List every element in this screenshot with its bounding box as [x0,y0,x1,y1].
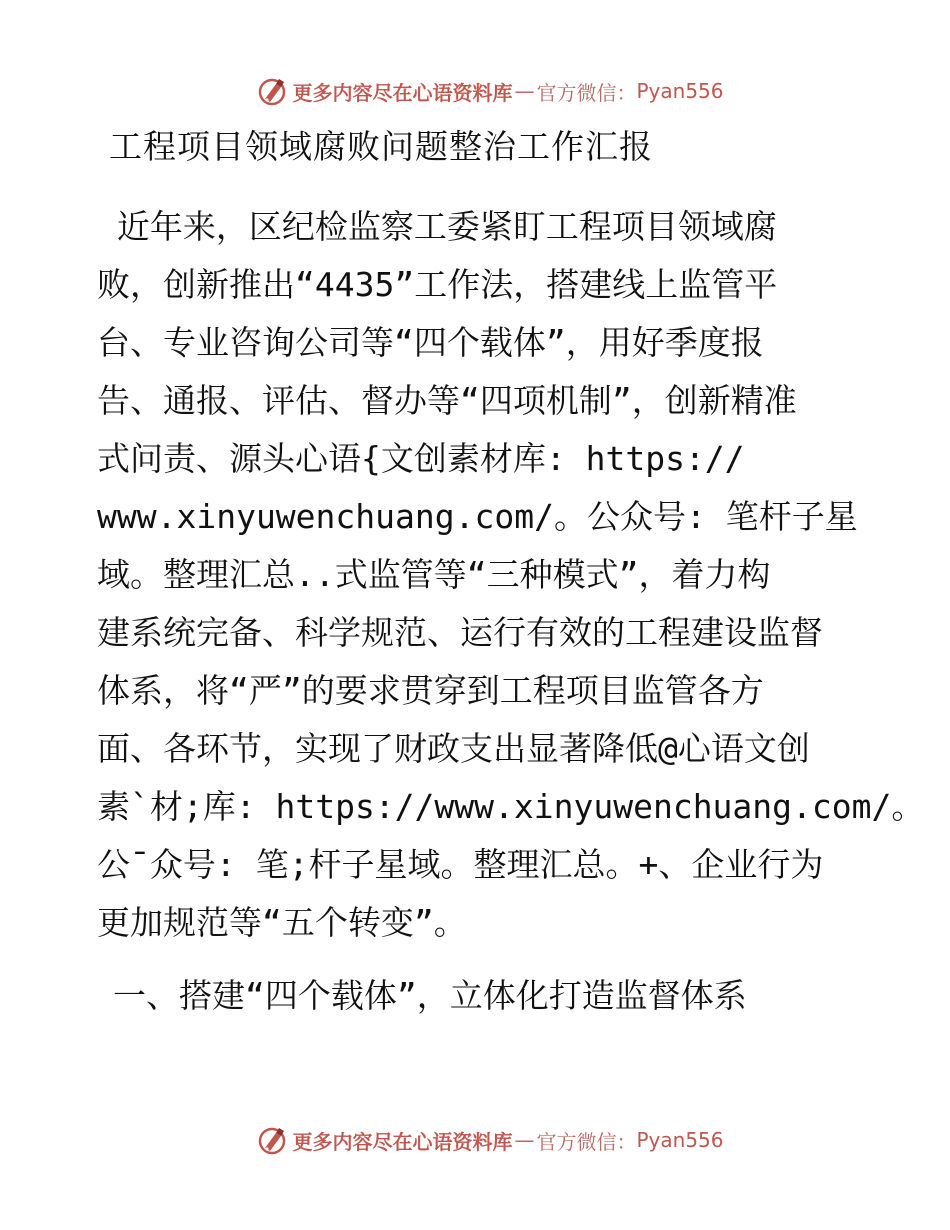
header-watermark [256,75,723,107]
footer-watermark [256,1124,723,1156]
body-line: 台、专业咨询公司等“四个载体”，用好季度报 [97,323,764,362]
watermark-wechat-id: Pyan556 [636,1128,724,1152]
body-line: 素`材;库: https://www.xinyuwenchuang.com/。 [97,787,925,826]
body-line: 建系统完备、科学规范、运行有效的工程建设监督 [97,613,823,652]
watermark-separator: — [514,79,535,103]
watermark-wechat-label: 官方微信： [536,1129,637,1154]
body-line: 体系，将“严”的要求贯穿到工程项目监管各方 [97,671,764,710]
header-watermark-banner [0,73,950,109]
body-line: 更加规范等“五个转变”。 [97,903,467,942]
body-line: 域。整理汇总..式监管等“三种模式”，着力构 [97,555,771,594]
watermark-text: 更多内容尽在心语资料库 [292,80,513,105]
pen-nib-logo-icon [256,1124,288,1156]
body-line: 败，创新推出“4435”工作法，搭建线上监管平 [97,265,778,304]
body-line: www.xinyuwenchuang.com/。公众号: 笔杆子星 [97,497,858,536]
body-line: 近年来，区纪检监察工委紧盯工程项目领域腐 [97,207,777,246]
pen-nib-logo-icon [256,75,288,107]
body-line: 面、各环节，实现了财政支出显著降低@心语文创 [97,729,810,768]
body-line: 告、通报、评估、督办等“四项机制”，创新精准 [97,381,797,420]
watermark-separator: — [514,1128,535,1152]
body-line: 式问责、源头心语{文创素材库: https:// [97,439,745,478]
document-title: 工程项目领域腐败问题整治工作汇报 [109,127,653,166]
document-body-paragraph [97,198,925,952]
body-line: 公¯众号: 笔;杆子星域。整理汇总。+、企业行为 [97,845,824,884]
watermark-wechat-id: Pyan556 [636,79,724,103]
footer-watermark-banner [0,1122,950,1158]
section-heading: 一、搭建“四个载体”，立体化打造监督体系 [113,976,747,1015]
watermark-text: 更多内容尽在心语资料库 [292,1129,513,1154]
watermark-wechat-label: 官方微信： [536,80,637,105]
